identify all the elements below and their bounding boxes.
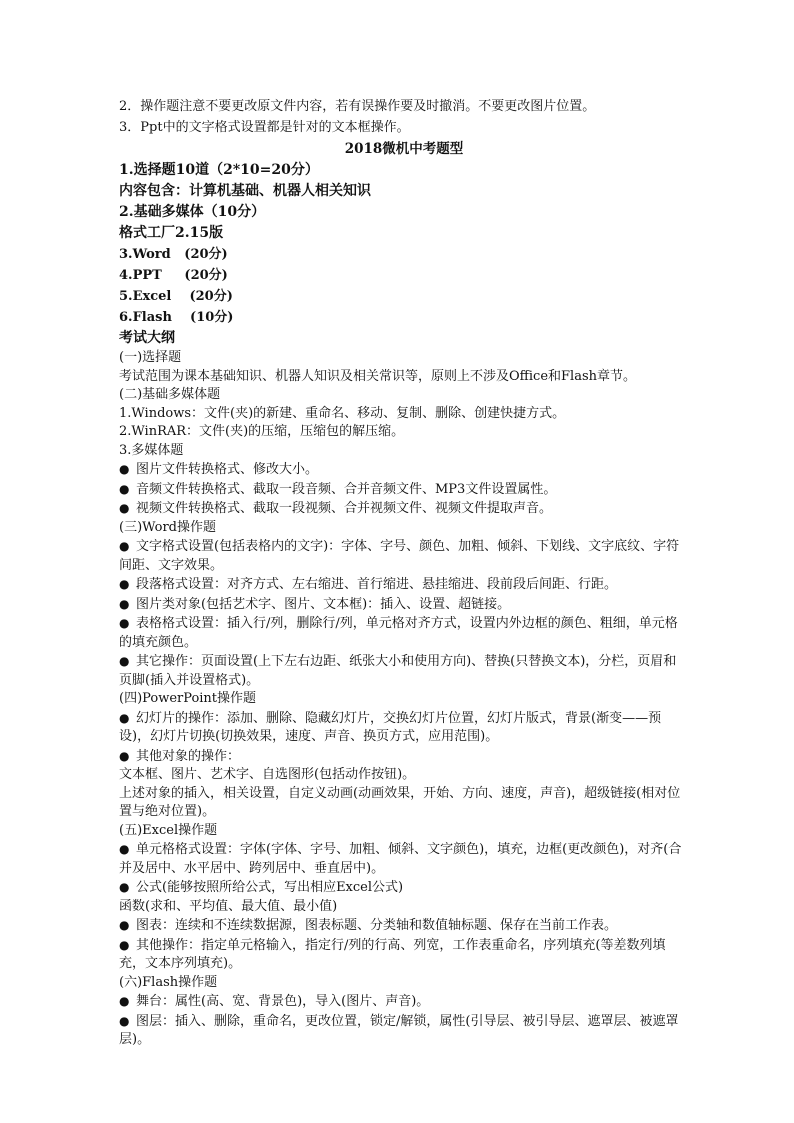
- paragraph: 2.WinRAR：文件(夹)的压缩，压缩包的解压缩。: [119, 424, 405, 439]
- bullet-icon: [119, 936, 136, 956]
- outline-heading: 考试大纲: [119, 330, 175, 346]
- bullet-icon: [119, 916, 136, 936]
- question-type-line: 5.Excel (20分): [119, 289, 233, 304]
- bullet-item: ●单元格格式设置：字体(字体、字号、加粗、倾斜、文字颜色)，填充，边框(更改颜色)，对齐(合并及居中、水平居中、跨列居中、垂直居中)。: [119, 840, 689, 878]
- bullet-icon: [119, 575, 136, 595]
- paragraph: 1.Windows：文件(夹)的新建、重命名、移动、复制、删除、创建快捷方式。: [119, 405, 566, 421]
- bullet-item: ●图层：插入、删除，重命名，更改位置，锁定/解锁，属性(引导层、被引导层、遮罩层、被遮罩层)。: [119, 1012, 689, 1050]
- question-type-line: 内容包含：计算机基础、机器人相关知识: [119, 183, 371, 199]
- bullet-icon: [119, 709, 136, 729]
- bullet-icon: [119, 652, 136, 672]
- bullet-icon: [119, 537, 136, 557]
- bullet-item: ●音频文件转换格式、截取一段音频、合并音频文件、MP3文件设置属性。: [119, 480, 689, 500]
- bullet-item: ●图表：连续和不连续数据源，图表标题、分类轴和数值轴标题、保存在当前工作表。: [119, 916, 689, 936]
- paragraph: 考试范围为课本基础知识、机器人知识及相关常识等，原则上不涉及Office和Flash章节。: [119, 368, 636, 384]
- bullet-item: ●其它操作：页面设置(上下左右边距、纸张大小和使用方向)、替换(只替换文本)，分栏，页眉和页脚(插入并设置格式)。: [119, 652, 689, 690]
- document-title: 2018微机中考题型: [344, 141, 464, 157]
- paragraph: 3.多媒体题: [119, 442, 184, 458]
- bullet-item: ●图片类对象(包括艺术字、图片、文本框)：插入、设置、超链接。: [119, 595, 689, 615]
- note-line: 2．操作题注意不要更改原文件内容，若有误操作要及时撤消。不要更改图片位置。: [119, 99, 596, 114]
- bullet-icon: [119, 499, 136, 519]
- bullet-icon: [119, 460, 136, 480]
- question-type-line: 格式工厂2.15版: [119, 225, 224, 241]
- bullet-item: ●视频文件转换格式、截取一段视频、合并视频文件、视频文件提取声音。: [119, 499, 689, 519]
- bullet-item: ●公式(能够按照所给公式，写出相应Excel公式): [119, 878, 689, 898]
- bullet-icon: [119, 878, 136, 898]
- bullet-icon: [119, 595, 136, 615]
- bullet-icon: [119, 480, 136, 500]
- bullet-item: ●舞台：属性(高、宽、背景色)，导入(图片、声音)。: [119, 992, 689, 1012]
- bullet-item: ●图片文件转换格式、修改大小。: [119, 460, 689, 480]
- bullet-icon: [119, 614, 136, 634]
- section-heading: (一)选择题: [119, 350, 182, 365]
- question-type-line: 1.选择题10道（2*10=20分）: [119, 162, 319, 178]
- note-line: 3．Ppt中的文字格式设置都是针对的文本框操作。: [119, 120, 410, 135]
- bullet-item: ●幻灯片的操作：添加、删除、隐藏幻灯片，交换幻灯片位置，幻灯片版式，背景(渐变——预设)，幻灯片切换(切换效果，速度、声音、换页方式，应用范围)。: [119, 709, 689, 747]
- bullet-item: ●表格格式设置：插入行/列，删除行/列，单元格对齐方式，设置内外边框的颜色、粗细，单元格的填充颜色。: [119, 614, 689, 652]
- section-heading: (六)Flash操作题: [119, 974, 218, 990]
- document-page: [119, 96, 689, 1050]
- bullet-icon: [119, 840, 136, 860]
- bullet-item: ●文字格式设置(包括表格内的文字)：字体、字号、颜色、加粗、倾斜、下划线、文字底纹、字符间距、文字效果。: [119, 537, 689, 575]
- section-heading: (四)PowerPoint操作题: [119, 691, 257, 706]
- paragraph: 文本框、图片、艺术字、自选图形(包括动作按钮)。: [119, 767, 416, 782]
- section-heading: (五)Excel操作题: [119, 822, 218, 838]
- bullet-icon: [119, 747, 136, 767]
- bullet-icon: [119, 1012, 136, 1032]
- section-heading: (三)Word操作题: [119, 519, 216, 535]
- paragraph: 函数(求和、平均值、最大值、最小值): [119, 898, 338, 914]
- bullet-item: ●段落格式设置：对齐方式、左右缩进、首行缩进、悬挂缩进、段前段后间距、行距。: [119, 575, 689, 595]
- question-type-line: 3.Word (20分): [119, 247, 228, 262]
- paragraph: 上述对象的插入，相关设置，自定义动画(动画效果，开始、方向、速度，声音)，超级链接(相对位置与绝对位置)。: [119, 785, 681, 819]
- bullet-item: ●其他对象的操作：: [119, 747, 689, 767]
- section-heading: (二)基础多媒体题: [119, 387, 221, 402]
- question-type-line: 2.基础多媒体（10分）: [119, 204, 266, 220]
- question-type-line: 4.PPT (20分): [119, 268, 228, 283]
- question-type-line: 6.Flash (10分): [119, 310, 234, 325]
- bullet-item: ●其他操作：指定单元格输入，指定行/列的行高、列宽，工作表重命名，序列填充(等差数列填充，文本序列填充)。: [119, 936, 689, 974]
- bullet-icon: [119, 992, 136, 1012]
